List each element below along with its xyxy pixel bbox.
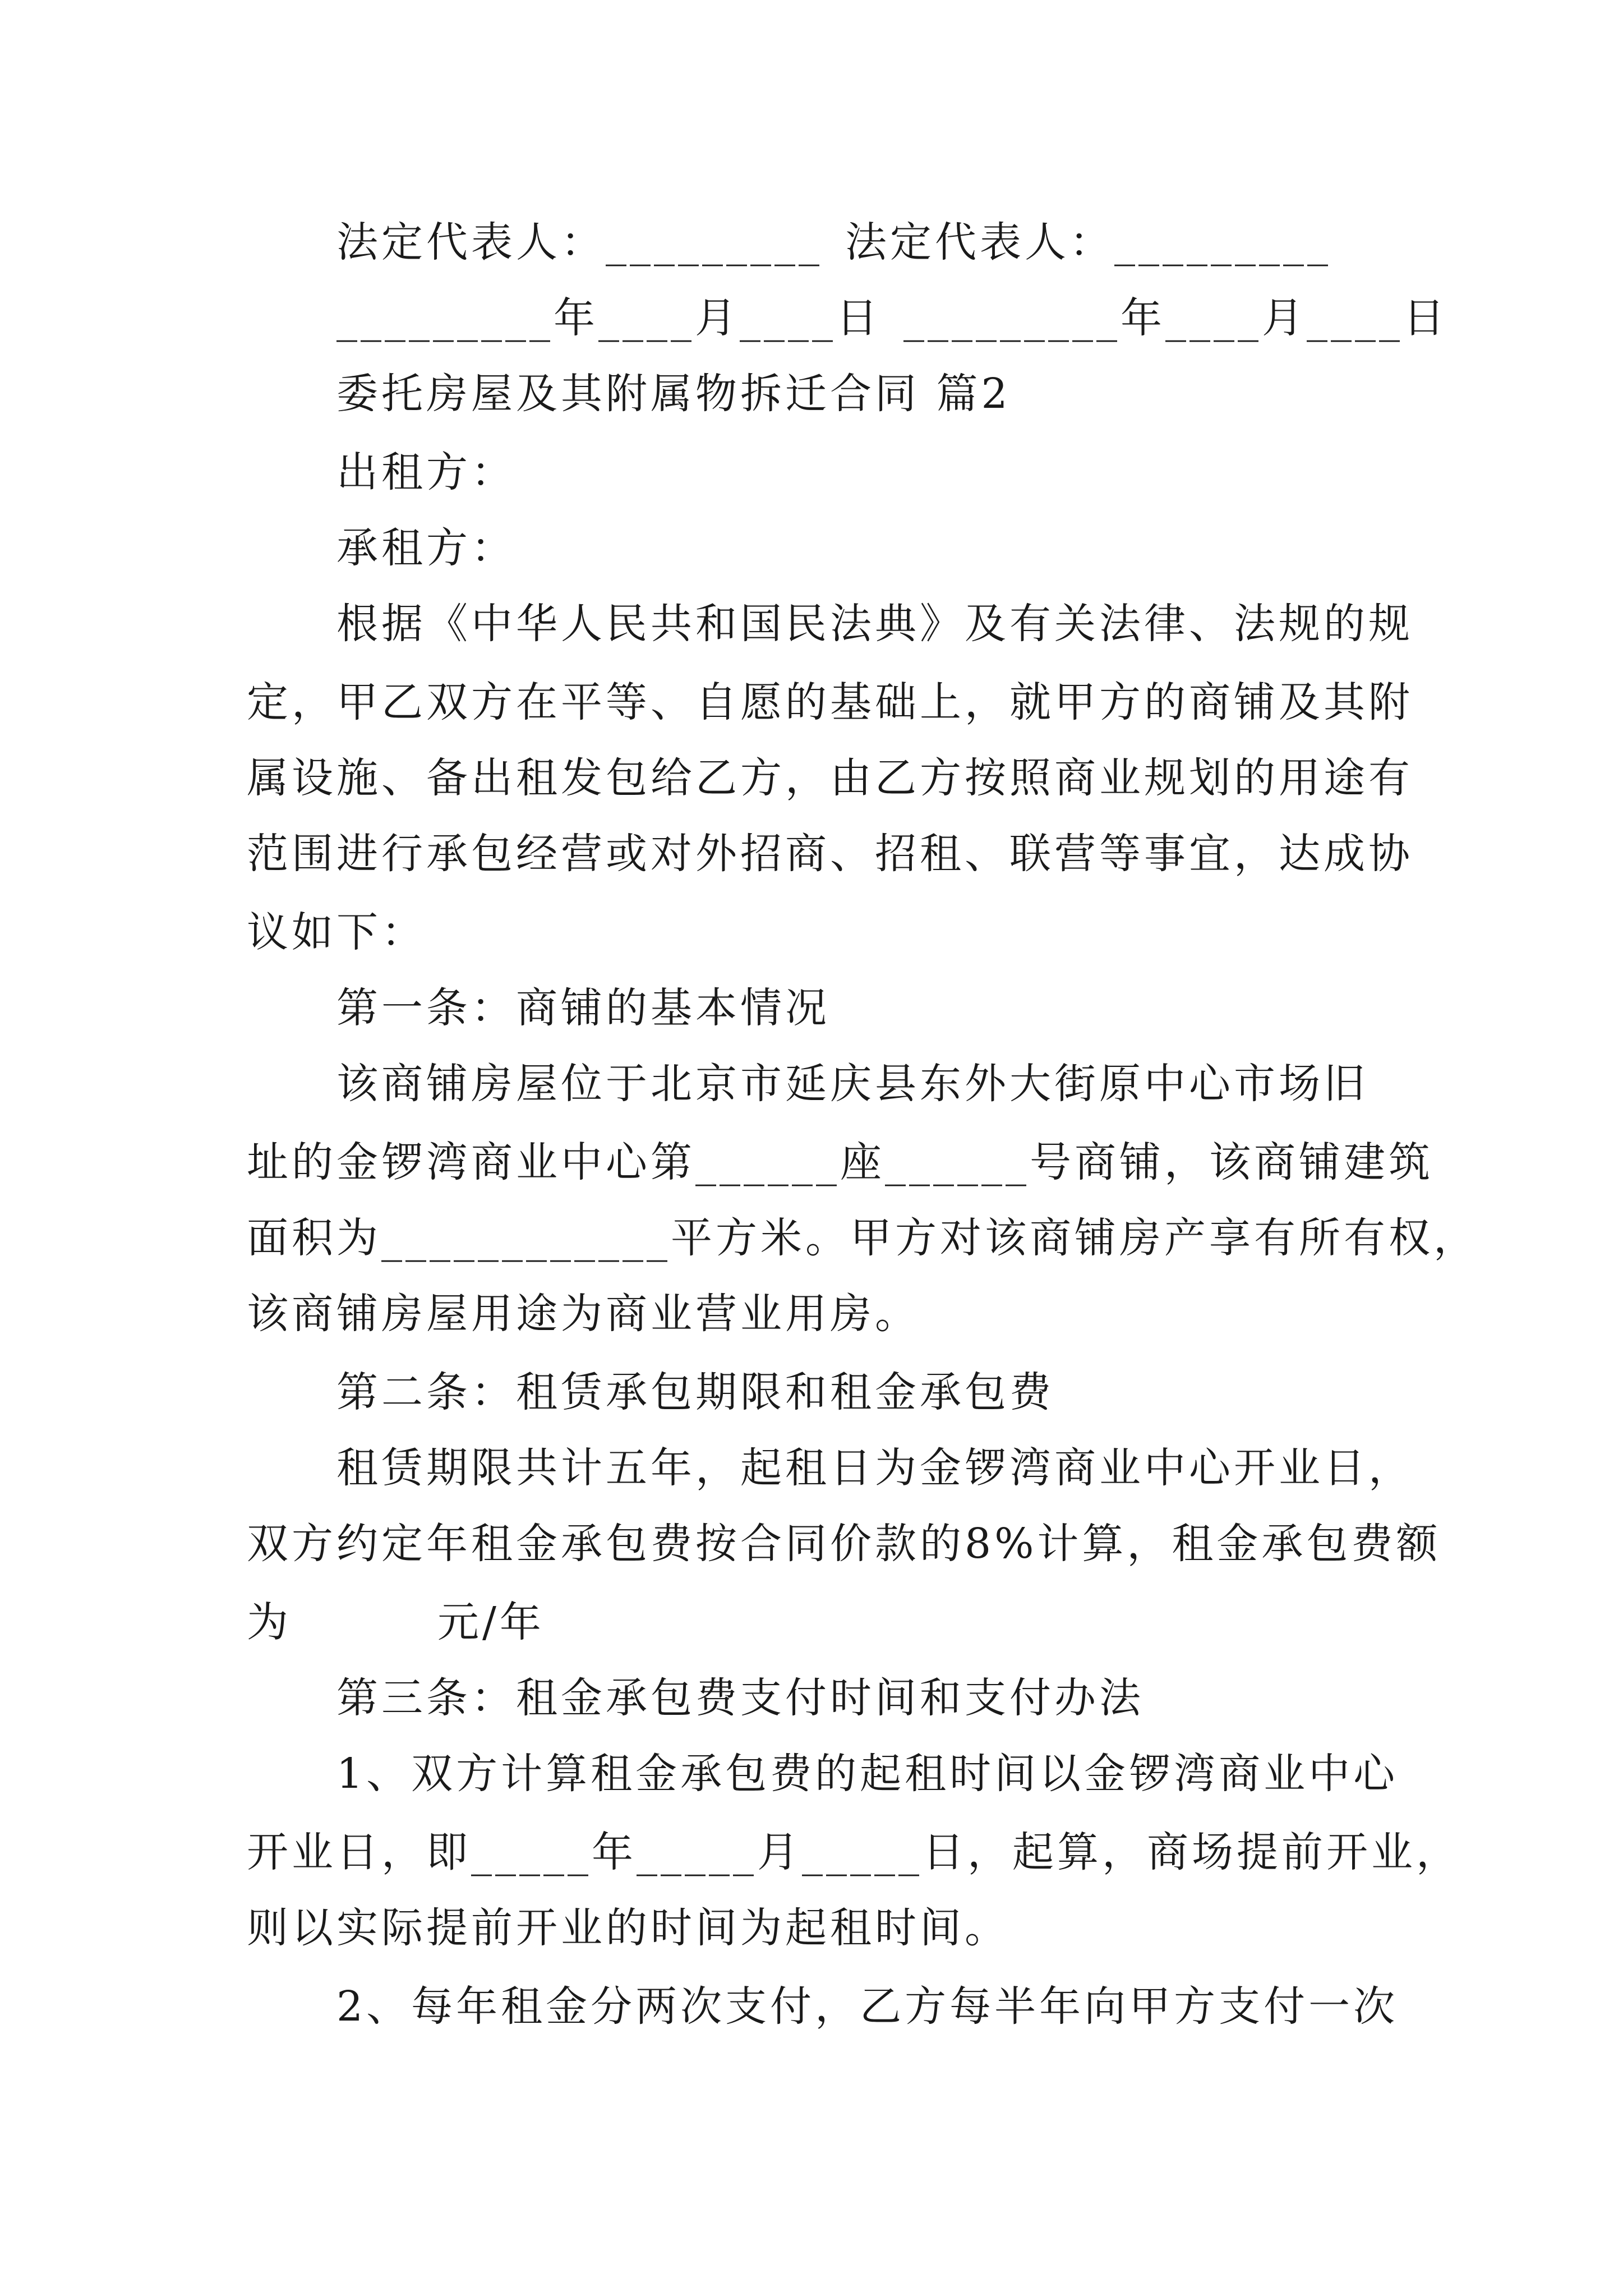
article1-line: 该商铺房屋位于北京市延庆县东外大街原中心市场旧 <box>336 1060 1368 1108</box>
article1-line: 该商铺房屋用途为商业营业用房。 <box>247 1290 920 1338</box>
party-b-rep: 法定代表人：_________ <box>845 218 1331 266</box>
section-title: 委托房屋及其附属物拆迁合同 篇2 <box>336 370 1011 418</box>
intro-line: 根据《中华人民共和国民法典》及有关法律、法规的规 <box>336 600 1413 648</box>
lessee-label: 承租方： <box>336 524 516 572</box>
amount-prefix: 为 <box>247 1598 292 1646</box>
intro-line: 属设施、备出租发包给乙方，由乙方按照商业规划的用途有 <box>247 754 1413 802</box>
lessor-label: 出租方： <box>336 448 516 496</box>
article3-item1-line: 开业日，即_____年_____月_____日，起算，商场提前开业， <box>247 1828 1461 1876</box>
date-b: _________年____月____日 <box>903 294 1448 342</box>
article3-item1-line: 1、双方计算租金承包费的起租时间以金锣湾商业中心 <box>336 1750 1399 1798</box>
intro-line: 议如下： <box>247 908 426 956</box>
intro-line: 范围进行承包经营或对外招商、招租、联营等事宜，达成协 <box>247 830 1413 878</box>
article2-line: 租赁期限共计五年，起租日为金锣湾商业中心开业日， <box>336 1444 1413 1492</box>
article1-title: 第一条：商铺的基本情况 <box>336 984 830 1032</box>
article1-line: 址的金锣湾商业中心第______座______号商铺，该商铺建筑 <box>247 1138 1433 1186</box>
date-a: _________年____月____日 <box>336 294 881 342</box>
article1-line: 面积为____________平方米。甲方对该商铺房产享有所有权， <box>247 1214 1478 1262</box>
article2-amount-line <box>247 1598 545 1646</box>
signature-rep-line <box>336 218 1331 266</box>
intro-line: 定，甲乙双方在平等、自愿的基础上，就甲方的商铺及其附 <box>247 678 1413 726</box>
signature-date-line <box>336 294 1448 342</box>
article3-title: 第三条：租金承包费支付时间和支付办法 <box>336 1674 1144 1722</box>
party-a-rep: 法定代表人：_________ <box>336 218 823 266</box>
article3-item2-line: 2、每年租金分两次支付，乙方每半年向甲方支付一次 <box>336 1982 1399 2031</box>
amount-suffix: 元/年 <box>437 1598 545 1646</box>
article3-item1-line: 则以实际提前开业的时间为起租时间。 <box>247 1904 1009 1952</box>
article2-title: 第二条：租赁承包期限和租金承包费 <box>336 1368 1054 1416</box>
article2-line: 双方约定年租金承包费按合同价款的8%计算，租金承包费额 <box>247 1520 1441 1568</box>
